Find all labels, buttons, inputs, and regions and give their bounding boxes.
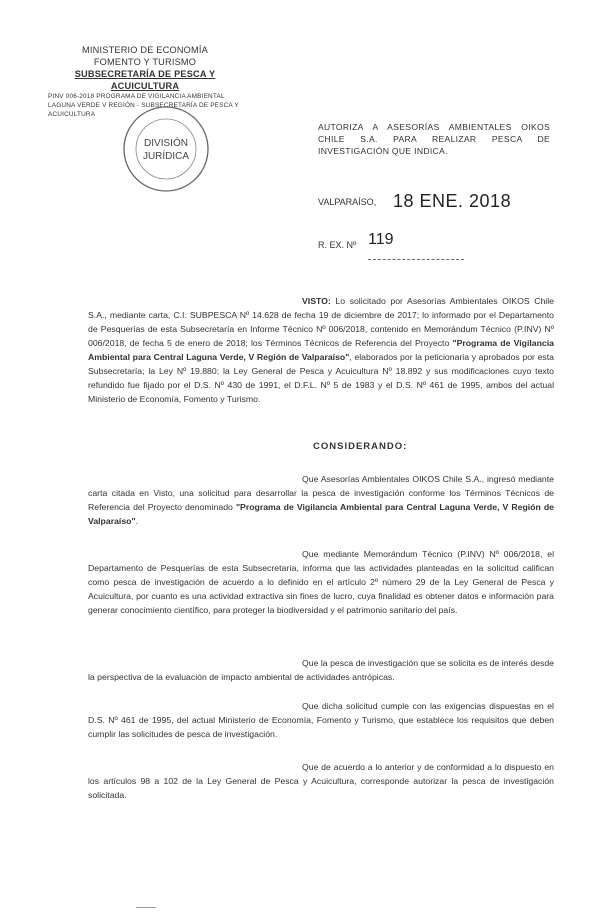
considerando-paragraph-3: Que la pesca de investigación que se solicita es de interés desde la perspectiva de la evaluación de impacto ambiental de actividades antrópicas. xyxy=(88,658,554,682)
considerando-heading: CONSIDERANDO: xyxy=(313,441,408,452)
place-label: VALPARAÍSO, xyxy=(318,197,377,207)
stamp-line-1: DIVISIÓN xyxy=(144,138,188,149)
considerando-paragraph-5: Que de acuerdo a lo anterior y de conformidad a lo dispuesto en los artículos 98 a 102 de la Ley General de Pesca y Acuicultura, corresponde autorizar la pesca de investigación solicitada. xyxy=(88,762,554,800)
considerando-paragraph-4: Que dicha solicitud cumple con las exigencias dispuestas en el D.S. Nº 461 de 1995, del actual Ministerio de Economía, Fomento y Turismo, que establece los requisitos que deben cumplir las solicitudes de pesca de investigación. xyxy=(88,701,554,739)
visto-paragraph: VISTO: Lo solicitado por Asesorías Ambientales OIKOS Chile S.A., mediante carta, C.I. SUBPESCA Nº 14.628 de fecha 19 de diciembre de 2017; lo informado por el Departamento de Pesquerías de esta Subsecretaría en Informe Técnico Nº 006/2018, contenido en Memorándum Técnico (P.INV) Nº 006/2018, de fecha 5 de enero de 2018; los Términos Técnicos de Referencia del Proyecto "Programa de Vigilancia Ambiental para Central Laguna Verde, V Región de Valparaíso", elaborados por la peticionaria y aprobados por esta Subsecretaría; la Ley Nº 19.880; la Ley General de Pesca y Acuicultura Nº 18.892 y sus modificaciones cuyo texto refundido fue fijado por el D.S. Nº 430 de 1991, el D.F.L. Nº 5 de 1983 y el D.S. Nº 461 de 1995, ambos del actual Ministerio de Economía, Fomento y Turismo. xyxy=(88,296,555,404)
visto-label: VISTO: xyxy=(302,296,331,306)
ministry-subname: FOMENTO Y TURISMO xyxy=(93,57,197,67)
page-footer-mark xyxy=(136,907,156,908)
document-subject: AUTORIZA A ASESORÍAS AMBIENTALES OIKOS CHILE S.A. PARA REALIZAR PESCA DE INVESTIGACIÓN QUE INDICA. xyxy=(318,122,550,156)
document-date: 18 ENE. 2018 xyxy=(393,191,512,211)
project-name: "Programa de Vigilancia Ambiental para Central Laguna Verde, V Región de Valparaíso" xyxy=(88,338,554,362)
ministry-name: MINISTERIO DE ECONOMÍA xyxy=(82,45,208,55)
considerando-paragraph-2: Que mediante Memorándum Técnico (P.INV) Nº 006/2018, el Departamento de Pesquerías de esta Subsecretaría, informa que las actividades planteadas en la solicitud califican como pesca de investigación de acuerdo a lo definido en el artículo 2º número 29 de la Ley General de Pesca y Acuicultura, por cuanto es una actividad extractiva sin fines de lucro, cuya finalidad es obtener datos e información para generar conocimiento científico, para proteger la biodiversidad y el patrimonio sanitario del país. xyxy=(88,549,554,615)
considerando-paragraph-1: Que Asesorías Ambientales OIKOS Chile S.A., ingresó mediante carta citada en Visto, una solicitud para desarrollar la pesca de investigación conforme los Términos Técnicos de Referencia del Proyecto denominado "Programa de Vigilancia Ambiental para Central Laguna Verde, V Región de Valparaíso". xyxy=(88,474,554,526)
subsecretariat-name: SUBSECRETARÍA DE PESCA Y ACUICULTURA xyxy=(74,69,216,91)
reference-line: PINV 006-2018 PROGRAMA DE VIGILANCIA AMBIENTAL xyxy=(48,93,225,100)
exempt-resolution-label: R. EX. Nº xyxy=(318,240,357,250)
number-underline xyxy=(368,259,464,260)
reference-line-2: LAGUNA VERDE V REGIÓN - SUBSECRETARÍA DE PESCA Y ACUICULTURA xyxy=(48,102,239,118)
stamp-line-2: JURÍDICA xyxy=(142,151,190,162)
legal-division-stamp-icon xyxy=(120,103,212,195)
project-name: "Programa de Vigilancia Ambiental para Central Laguna Verde, V Región de Valparaíso" xyxy=(88,502,554,526)
exempt-resolution-number: 119 xyxy=(368,231,394,248)
